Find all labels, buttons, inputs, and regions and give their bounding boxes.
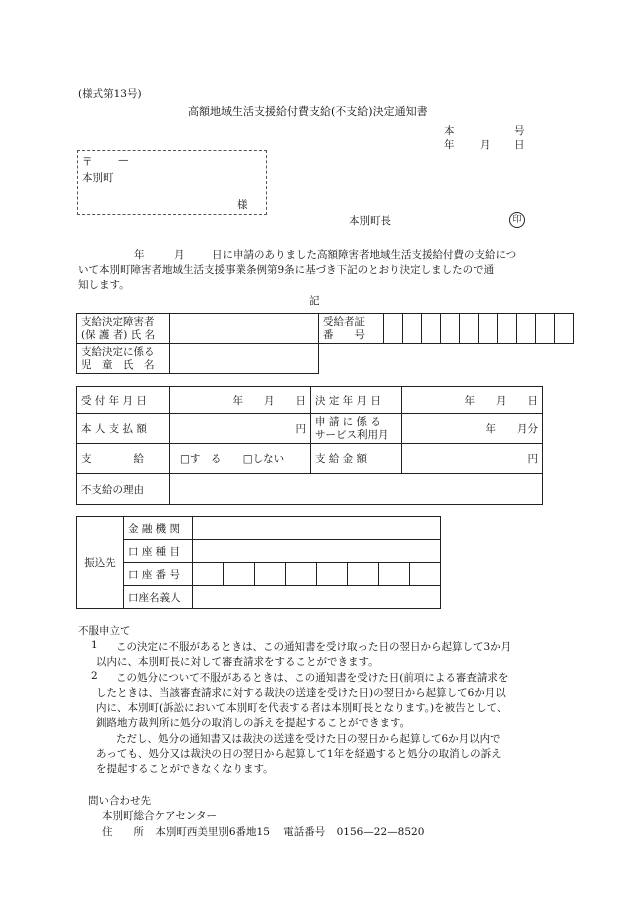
supply-options: [170, 444, 311, 474]
account-digit-field[interactable]: [379, 563, 410, 586]
doc-number-prefix: 本: [444, 125, 455, 137]
cert-digit-field[interactable]: [517, 314, 536, 344]
supply-label: 支 給: [77, 444, 170, 474]
objection-item1-number: 1: [91, 639, 98, 651]
cert-number-label: 受給者証 番 号: [319, 314, 384, 344]
cert-digit-field[interactable]: [384, 314, 403, 344]
contact-heading: 問い合わせ先: [88, 795, 151, 807]
objection-item2-line1: この処分について不服があるときは、この通知書を受けた日(前項による審査請求を: [116, 672, 509, 684]
objection-item2-number: 2: [91, 670, 98, 682]
decision-date-label: 決 定 年 月 日: [311, 387, 402, 414]
objection-item2-line6: あっても、処分又は裁決の日の翌日から起算して1年を経過すると処分の取消しの訴え: [96, 748, 502, 760]
objection-item2-line7: を提起することができなくなります。: [96, 763, 274, 775]
received-date-label: 受 付 年 月 日: [77, 387, 170, 414]
account-number-label: 口 座 番 号: [124, 563, 193, 586]
issuer-title: 本別町長: [349, 215, 391, 227]
reason-label: 不支給の理由: [77, 474, 170, 505]
applicant-table: [76, 313, 574, 374]
objection-heading: 不服申立て: [78, 625, 131, 637]
child-name-field[interactable]: [170, 344, 319, 374]
seal-icon: 印: [509, 212, 525, 228]
postal-mark: 〒: [82, 156, 93, 168]
form-number: (様式第13号): [78, 88, 142, 100]
objection-item1-line1: この決定に不服があるときは、この通知書を受け取った日の翌日から起算して3か月: [116, 641, 512, 653]
cert-digit-field[interactable]: [479, 314, 498, 344]
payment-label: 本 人 支 払 額: [77, 414, 170, 444]
cert-digit-field[interactable]: [498, 314, 517, 344]
intro-month: 月: [174, 249, 185, 261]
amount-label: 支 給 金 額: [311, 444, 402, 474]
account-type-label: 口 座 種 目: [124, 540, 193, 563]
service-month-label: 申 請 に 係 る サービス利用月: [311, 414, 402, 444]
account-type-field[interactable]: [193, 540, 441, 563]
address-box: [77, 150, 267, 215]
reason-field[interactable]: [170, 474, 543, 505]
payment-field[interactable]: 円: [170, 414, 311, 444]
decision-date-field[interactable]: 年 月 日: [402, 387, 543, 414]
address-town: 本別町: [82, 172, 114, 184]
bank-name-field[interactable]: [193, 517, 441, 540]
cert-digit-field[interactable]: [536, 314, 555, 344]
contact-address: 本別町西美里別6番地15: [155, 826, 270, 838]
doc-number-suffix: 号: [514, 125, 525, 137]
cert-digit-field[interactable]: [422, 314, 441, 344]
objection-item2-line5: ただし、処分の通知書又は裁決の送達を受けた日の翌日から起算して6か月以内で: [116, 733, 501, 745]
contact-org: 本別町総合ケアセンター: [102, 810, 217, 822]
account-holder-label: 口座名義人: [124, 586, 193, 609]
account-digit-field[interactable]: [193, 563, 224, 586]
doc-date-month: 月: [480, 139, 491, 151]
transfer-label: 振込先: [77, 517, 124, 609]
cert-digit-field[interactable]: [441, 314, 460, 344]
cert-digit-field[interactable]: [403, 314, 422, 344]
cert-digit-field[interactable]: [460, 314, 479, 344]
intro-line3: 知します。: [78, 279, 130, 291]
bank-table: [76, 516, 441, 609]
phone-label: 電話番号: [283, 826, 326, 838]
contact-line: [102, 824, 424, 839]
doc-date-year: 年: [444, 139, 455, 151]
amount-field[interactable]: 円: [402, 444, 543, 474]
objection-item1-line2: 以内に、本別町長に対して審査請求をすることができます。: [96, 656, 379, 668]
objection-item2-line4: 釧路地方裁判所に処分の取消しの訴えを提起することができます。: [96, 717, 411, 729]
account-digit-field[interactable]: [348, 563, 379, 586]
decision-table: [76, 386, 543, 505]
cert-digit-field[interactable]: [555, 314, 574, 344]
account-digit-field[interactable]: [317, 563, 348, 586]
document-title: 高額地域生活支援給付費支給(不支給)決定通知書: [188, 105, 428, 118]
doc-date-day: 日: [514, 139, 525, 151]
honorific: 様: [237, 199, 248, 211]
ki-mark: 記: [309, 295, 320, 307]
recipient-name-field[interactable]: [170, 314, 319, 344]
received-date-field[interactable]: 年 月 日: [170, 387, 311, 414]
postal-dash: —: [118, 154, 129, 166]
account-digit-field[interactable]: [286, 563, 317, 586]
address-label: 住 所: [102, 826, 144, 838]
account-digit-field[interactable]: [410, 563, 441, 586]
supply-no-checkbox[interactable]: □しない: [242, 453, 285, 465]
intro-line1: 日に申請のありました高額障害者地域生活支援給付費の支給につ: [212, 249, 517, 261]
intro-year: 年: [134, 249, 145, 261]
objection-item2-line3: 内に、本別町(訴訟において本別町を代表する者は本別町長となります。)を被告として、: [96, 702, 508, 714]
account-digit-field[interactable]: [255, 563, 286, 586]
bank-name-label: 金 融 機 関: [124, 517, 193, 540]
child-label: 支給決定に係る 児 童 氏 名: [77, 344, 170, 374]
contact-phone: 0156—22—8520: [336, 826, 425, 838]
service-month-field[interactable]: 年 月分: [402, 414, 543, 444]
objection-item2-line2: したときは、当該審査請求に対する裁決の送達を受けた日)の翌日から起算して6か月以: [96, 687, 506, 699]
intro-line2: いて本別町障害者地域生活支援事業条例第9条に基づき下記のとおり決定しましたので通: [78, 264, 495, 276]
account-holder-field[interactable]: [193, 586, 441, 609]
recipient-label: 支給決定障害者 (保 護 者) 氏 名: [77, 314, 170, 344]
account-digit-field[interactable]: [224, 563, 255, 586]
supply-yes-checkbox[interactable]: □す る: [180, 453, 222, 465]
